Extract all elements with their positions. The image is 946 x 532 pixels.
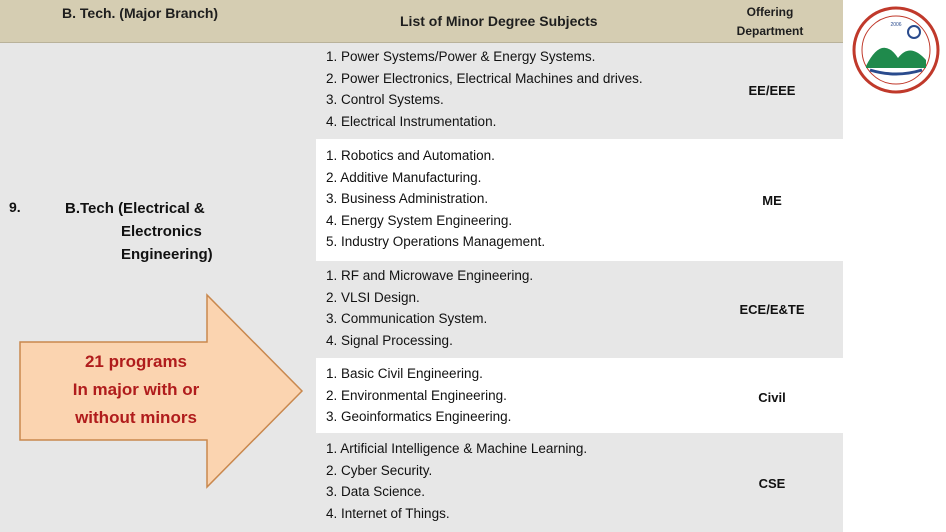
- list-item: 1. Robotics and Automation.: [326, 148, 495, 163]
- branch-line-3: Engineering): [121, 246, 213, 263]
- list-item: 4. Electrical Instrumentation.: [326, 113, 497, 129]
- department-me: ME: [762, 193, 782, 208]
- list-item: 3. Business Administration.: [326, 191, 489, 206]
- list-item: 1. Power Systems/Power & Energy Systems.: [326, 49, 596, 64]
- callout-line-1: 21 programs: [84, 352, 188, 371]
- department-ee: EE/EEE: [748, 83, 796, 98]
- branch-line-2: Electronics: [121, 223, 202, 240]
- list-item: 3. Control Systems.: [326, 92, 444, 107]
- emblem-year: 2006: [890, 22, 902, 28]
- header-minor-subjects: List of Minor Degree Subjects: [400, 13, 598, 29]
- university-emblem-icon: [852, 6, 940, 94]
- callout-line-2: In major with or: [72, 380, 200, 399]
- list-item: 1. RF and Microwave Engineering.: [326, 268, 534, 283]
- department-ece: ECE/E&TE: [739, 302, 805, 317]
- callout-line-3: without minors: [75, 408, 197, 427]
- list-item: 2. VLSI Design.: [326, 289, 420, 305]
- department-cse: CSE: [758, 476, 786, 491]
- list-item: 4. Signal Processing.: [326, 332, 453, 348]
- header-dept-line2: Department: [736, 24, 804, 38]
- list-item: 5. Industry Operations Management.: [326, 234, 546, 249]
- department-civil: Civil: [758, 390, 786, 405]
- list-item: 3. Communication System.: [326, 311, 488, 326]
- list-item: 3. Geoinformatics Engineering.: [326, 409, 512, 424]
- list-item: 2. Power Electronics, Electrical Machines and drives.: [326, 70, 643, 86]
- programs-callout: [38, 348, 234, 432]
- branch-line-1: B.Tech (Electrical &: [65, 200, 205, 217]
- list-item: 1. Artificial Intelligence & Machine Learning.: [326, 441, 588, 456]
- header-dept-line1: Offering: [746, 5, 794, 19]
- list-item: 4. Energy System Engineering.: [326, 212, 513, 228]
- list-item: 3. Data Science.: [326, 484, 426, 499]
- list-item: 4. Internet of Things.: [326, 505, 450, 521]
- list-item: 2. Cyber Security.: [326, 462, 433, 478]
- header-major-branch: B. Tech. (Major Branch): [62, 5, 219, 21]
- list-item: 2. Environmental Engineering.: [326, 387, 507, 403]
- list-item: 2. Additive Manufacturing.: [326, 169, 482, 185]
- list-item: 1. Basic Civil Engineering.: [326, 366, 483, 381]
- serial-number: 9.: [9, 199, 21, 215]
